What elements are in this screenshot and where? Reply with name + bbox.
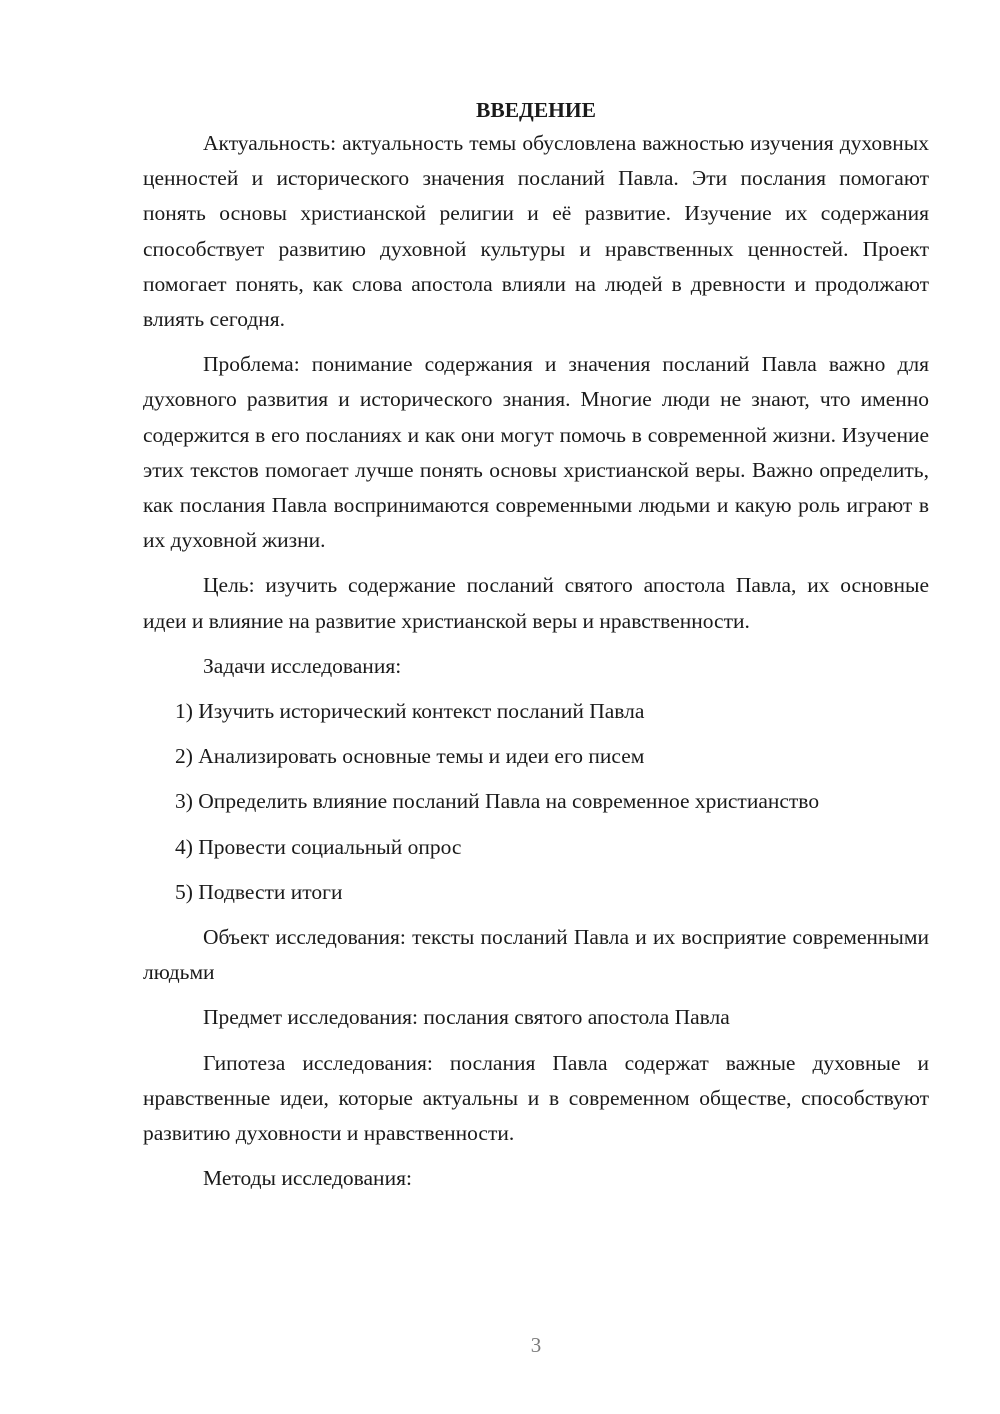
document-page [143, 96, 929, 1206]
tasks-heading: Задачи исследования: [203, 653, 402, 678]
paragraph-object: Объект исследования: тексты посланий Павла и их восприятие современными людьми [143, 925, 929, 985]
page-title: ВВЕДЕНИЕ [476, 98, 596, 122]
list-item: 3) Определить влияние посланий Павла на современное христианство [175, 789, 820, 814]
paragraph-subject: Предмет исследования: послания святого апостола Павла [203, 1005, 730, 1030]
paragraph-hypothesis: Гипотеза исследования: послания Павла содержат важные духовные и нравственные идеи, которые актуальны и в современном обществе, способствуют развитию духовности и нравственности. [143, 1050, 929, 1146]
page-number: 3 [530, 1333, 542, 1357]
tasks-list [143, 694, 929, 910]
list-item: 4) Провести социальный опрос [175, 834, 462, 859]
list-item: 1) Изучить исторический контекст посланий Павла [175, 699, 645, 724]
paragraph-problem: Проблема: понимание содержания и значения посланий Павла важно для духовного развития и исторического знания. Многие люди не знают, что именно содержится в его посланиях и как они могут помочь в современной жизни. Изучение этих текстов помогает лучше понять основы христианской веры. Важно определить, как послания Павла воспринимаются современными людьми и какую роль играют в их духовной жизни. [143, 352, 929, 553]
paragraph-goal: Цель: изучить содержание посланий святого апостола Павла, их основные идеи и влияние на развитие христианской веры и нравственности. [143, 573, 929, 633]
list-item: 5) Подвести итоги [175, 879, 343, 904]
paragraph-relevance: Актуальность: актуальность темы обусловлена важностью изучения духовных ценностей и исторического значения посланий Павла. Эти послания помогают понять основы христианской религии и её развитие. Изучение их содержания способствует развитию духовной культуры и нравственных ценностей. Проект помогает понять, как слова апостола влияли на людей в древности и продолжают влиять сегодня. [143, 131, 929, 332]
list-item: 2) Анализировать основные темы и идеи его писем [175, 744, 645, 769]
methods-heading: Методы исследования: [203, 1166, 412, 1191]
